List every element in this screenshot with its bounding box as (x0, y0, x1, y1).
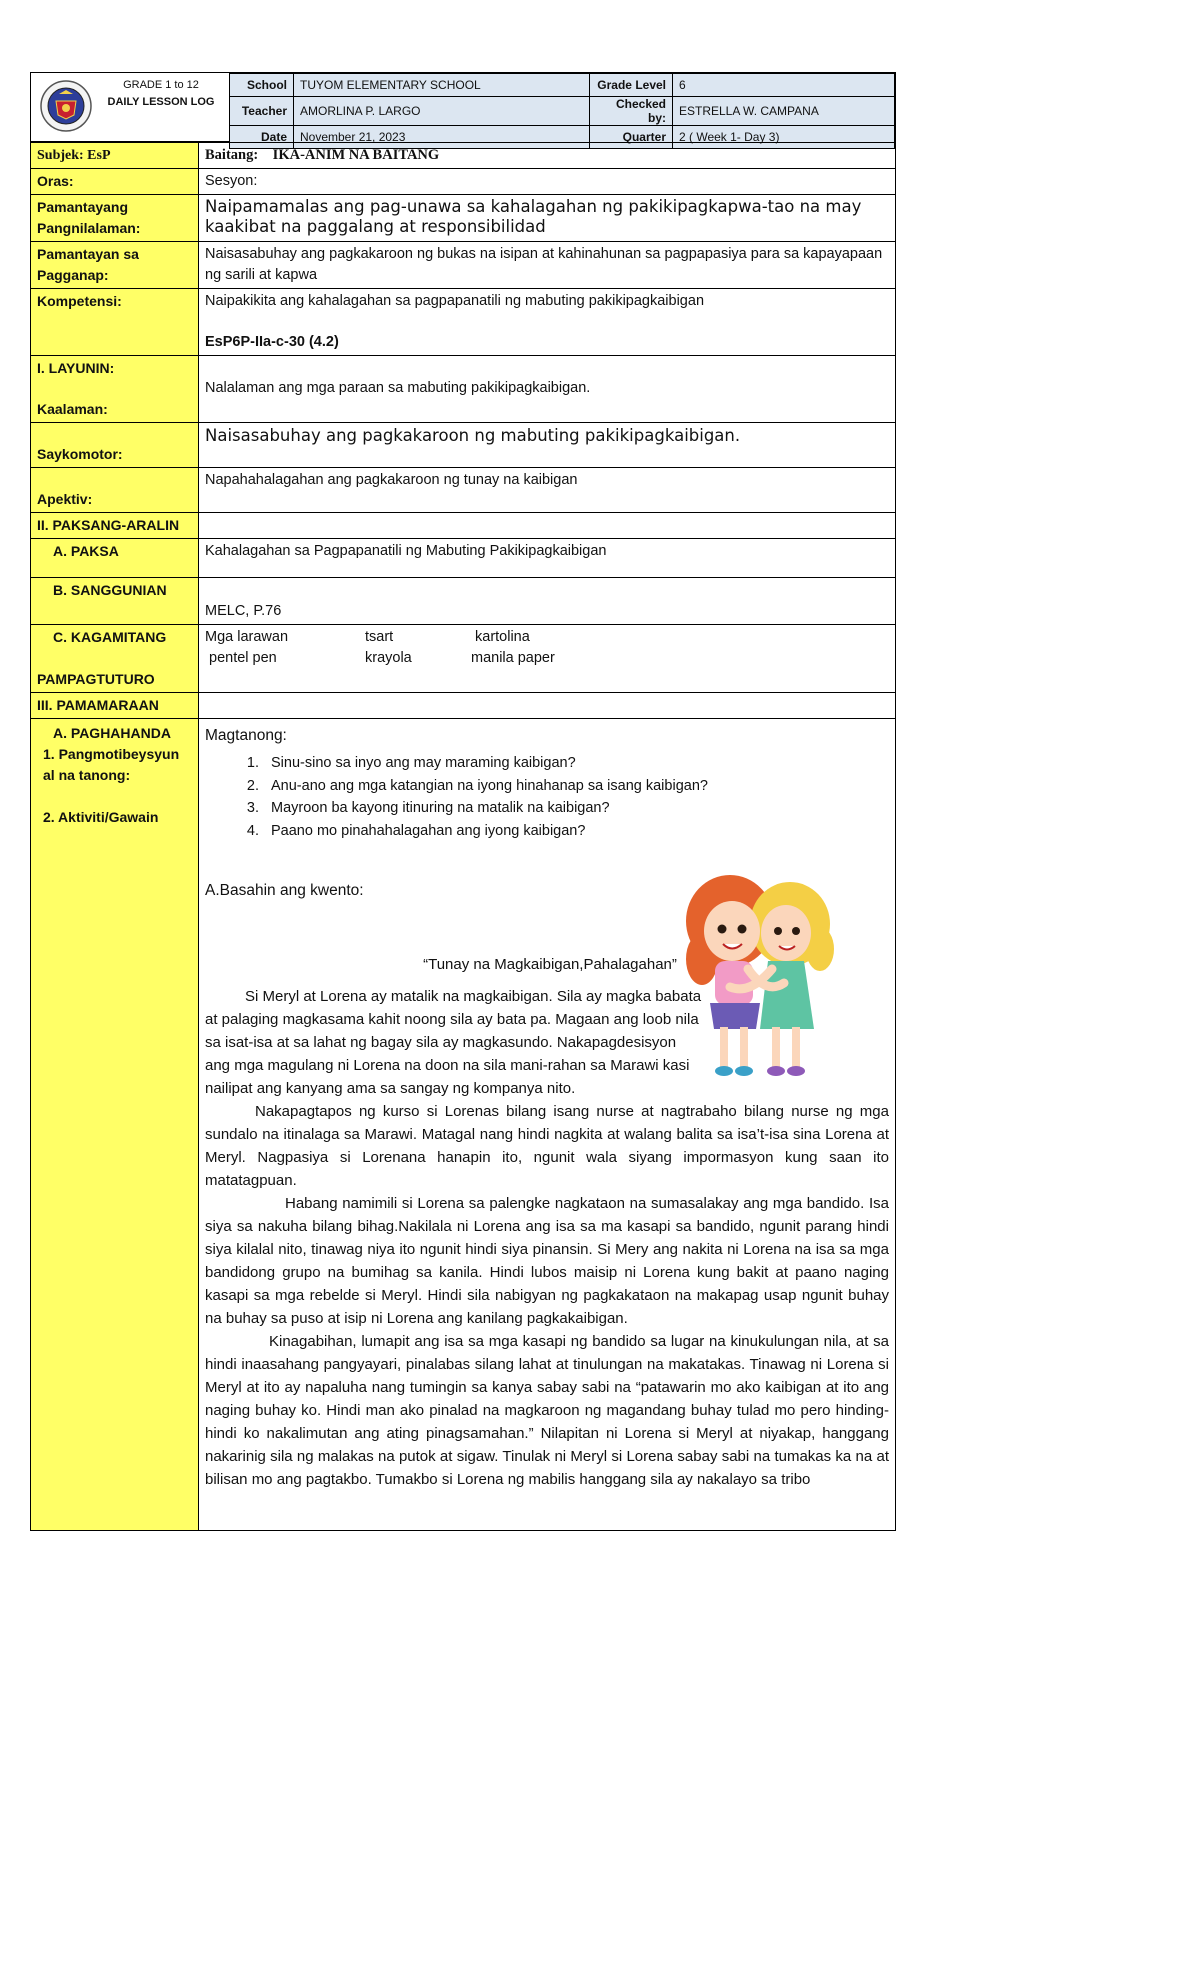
paksang-label: II. PAKSANG-ARALIN (31, 513, 199, 539)
saykomotor-label: Saykomotor: (31, 423, 199, 468)
question-item: 1. Sinu-sino sa inyo ang may maraming kaibigan? (263, 752, 889, 775)
layunin-label: I. LAYUNIN: (37, 360, 115, 376)
row-reference (31, 578, 896, 625)
question-item: 2. Anu-ano ang mga katangian na iyong hinahanap sa isang kaibigan? (263, 775, 889, 798)
materials-row-2 (205, 648, 889, 669)
grade-level-value: 6 (673, 74, 895, 97)
story-paragraph-4: Kinagabihan, lumapit ang isa sa mga kasapi ng bandido sa lugar na kinukulungan nila, at sa hindi inaasahang pangyayari, pinalabas silang lahat at tinulungan na makatakas. Tinawag ni Lorena si Meryl at ito ay napaluha nang tumingin sa kanya sabay sabi na “patawarin mo ako kaibigan at ito ang naging buhay ko. Hindi man ako pinalad na magkaroon ng magandang buhay tulad mo pero hinding-hindi ko nakalimutan ang ating pinagsamahan.” Nilapitan ni Lorena si Meryl at niyakap, hanggang nakarinig sila ng malakas na putok at sigaw. Tinulak ni Meryl si Lorena sabay sabi na tumakas ka na at bilisan mo ang pagtakbo. Tumakbo si Lorena ng mabilis hanggang sila ay nakalayo sa tribo (205, 1333, 889, 1488)
school-label: School (230, 74, 294, 97)
paksa-cell (31, 539, 199, 578)
dll-title-line2: DAILY LESSON LOG (107, 96, 215, 108)
pamantayang-value: Naipamamalas ang pag-unawa sa kahalagahan ng pakikipagkapwa-tao na may kaakibat na paggalang at responsibilidad (199, 195, 896, 242)
paksang-empty (199, 513, 896, 539)
question-list (205, 752, 889, 842)
baitang-value: IKA-ANIM NA BAITANG (272, 147, 440, 163)
row-psychomotor (31, 423, 896, 468)
row-knowledge (31, 356, 896, 423)
school-value: TUYOM ELEMENTARY SCHOOL (294, 74, 590, 97)
material-item: Mga larawan (205, 629, 289, 645)
grade-cell (199, 143, 896, 169)
kagamitan-cell (31, 625, 199, 693)
row-procedure-head (31, 693, 896, 719)
story-paragraph-1: Si Meryl at Lorena ay matalik na magkaibigan. Sila ay magka babata at palaging magkasama kahit noong sila ay bata pa. Magaan ang loob nila sa isat-isa at sa lahat ng bagay sila ay magkasundo. Nakapagdesisyon ang mga magulang ni Lorena na doon na sila mani-rahan sa Marawi kasi nailipat ang kanyang ama sa sangay ng kompanya nito. (205, 988, 702, 1097)
quarter-label: Quarter (590, 126, 673, 149)
subject-label: Subjek: EsP (31, 143, 199, 169)
materials-row-1 (205, 627, 889, 648)
kaalaman-label: Kaalaman: (37, 401, 108, 417)
kompetensi-label: Kompetensi: (31, 289, 199, 356)
row-procedure (31, 719, 896, 1531)
layunin-cell (31, 356, 199, 423)
paksa-label: A. PAKSA (53, 543, 119, 559)
material-item: manila paper (471, 650, 555, 666)
oras-label: Oras: (31, 169, 199, 195)
deped-seal-icon (39, 79, 93, 133)
row-content-standard (31, 195, 896, 242)
procedure-content (199, 719, 896, 1531)
lesson-log-header (30, 72, 896, 142)
material-item: krayola (365, 650, 412, 666)
date-value: November 21, 2023 (294, 126, 590, 149)
question-item: 4. Paano mo pinahahalagahan ang iyong kaibigan? (263, 820, 889, 843)
row-competency (31, 289, 896, 356)
material-item: tsart (365, 629, 394, 645)
row-materials (31, 625, 896, 693)
story-paragraph-2: Nakapagtapos ng kurso si Lorenas bilang isang nurse at nagtrabaho bilang nurse ng mga sundalo na itinalaga sa Marawi. Matagal nang hindi nagkita at walang balita sa isa’t-isa sina Lorena at Meryl. Nagpasiya si Lorenana hanapin ito, ngunit wala siyang impormasyon kung saan ito matatagpuan. (205, 1103, 889, 1189)
teacher-value: AMORLINA P. LARGO (294, 97, 590, 126)
materials-cell (199, 625, 896, 693)
kompetensi-value: Naipakikita ang kahalagahan sa pagpapanatili ng mabuting pakikipagkaibigan (205, 293, 705, 309)
procedure-labels (31, 719, 199, 1531)
material-item: kartolina (475, 629, 530, 645)
pagganap-value: Naisasabuhay ang pagkakaroon ng bukas na isipan at kahinahunan sa pagpapasiya para sa kapayapaan ng sarili at kapwa (199, 242, 896, 289)
kompetensi-code: EsP6P-IIa-c-30 (4.2) (205, 334, 339, 350)
pangmotib-label: 1. Pangmotibeysyun al na tanong: (43, 746, 180, 783)
pamamaraan-empty (199, 693, 896, 719)
question-item: 3. Mayroon ba kayong itinuring na matalik na kaibigan? (263, 797, 889, 820)
lesson-plan-table (30, 142, 896, 1531)
kagamitan-label-2: PAMPAGTUTURO (37, 671, 155, 687)
basahin-label: A.Basahin ang kwento: (205, 882, 364, 899)
paksa-value: Kahalagahan sa Pagpapanatili ng Mabuting Pakikipagkaibigan (199, 539, 896, 578)
row-topic (31, 539, 896, 578)
row-subject (31, 143, 896, 169)
story-title: “Tunay na Magkaibigan,Pahalagahan” (423, 956, 677, 973)
pamamaraan-label: III. PAMAMARAAN (31, 693, 199, 719)
saykomotor-value: Naisasabuhay ang pagkakaroon ng mabuting pakikipagkaibigan. (199, 423, 896, 468)
sanggunian-value: MELC, P.76 (199, 578, 896, 625)
pamantayang-label: Pamantayang Pangnilalaman: (31, 195, 199, 242)
kaalaman-value: Nalalaman ang mga paraan sa mabuting pakikipagkaibigan. (199, 356, 896, 423)
apektiv-label: Apektiv: (31, 468, 199, 513)
row-performance-standard (31, 242, 896, 289)
material-item: pentel pen (209, 650, 277, 666)
two-girls-illustration (680, 869, 840, 1081)
baitang-label: Baitang: (205, 147, 259, 163)
paghahanda-label: A. PAGHAHANDA (53, 725, 171, 741)
row-time (31, 169, 896, 195)
magtanong-label: Magtanong: (205, 727, 287, 744)
apektiv-value: Napahahalagahan ang pagkakaroon ng tunay na kaibigan (199, 468, 896, 513)
sesyon-label: Sesyon: (199, 169, 896, 195)
sanggunian-label: B. SANGGUNIAN (53, 582, 167, 598)
teacher-label: Teacher (230, 97, 294, 126)
checked-by-value: ESTRELLA W. CAMPANA (673, 97, 895, 126)
date-label: Date (230, 126, 294, 149)
checked-by-label: Checked by: (590, 97, 673, 126)
header-info-table (229, 73, 895, 149)
dll-title-line1: GRADE 1 to 12 (123, 79, 199, 91)
grade-level-label: Grade Level (590, 74, 673, 97)
header-row-teacher (230, 97, 895, 126)
kompetensi-cell (199, 289, 896, 356)
row-subject-matter (31, 513, 896, 539)
pagganap-label: Pamantayan sa Pagganap: (31, 242, 199, 289)
aktiviti-label: 2. Aktiviti/Gawain (43, 809, 159, 825)
story-paragraph-3: Habang namimili si Lorena sa palengke nagkataon na sumasalakay ang mga bandido. Isa siya sa nakuha bilang bihag.Nakilala ni Lorena ang isa sa ma kasapi sa bandido, ngunit parang hindi siya kilalal nito, tinawag niya ito ngunit hindi siya pinansin. Si Mery ang nakita ni Lorena na isa sa mga bandidong grupo na bumihag sa kanila. Hindi lubos maisip ni Lorena kung bakit at paano naging kasapi sa mga rebelde si Meryl. Hindi sila nabigyan ng pagkakataon na makapag usap ngunit buhay na buhay sa puso at isip ni Lorena ang kanilang pagkakaibigan. (205, 1195, 889, 1327)
sanggunian-cell (31, 578, 199, 625)
quarter-value: 2 ( Week 1- Day 3) (673, 126, 895, 149)
kagamitan-label: C. KAGAMITANG (53, 629, 167, 645)
dll-title (91, 77, 231, 111)
header-row-school (230, 74, 895, 97)
row-affective (31, 468, 896, 513)
